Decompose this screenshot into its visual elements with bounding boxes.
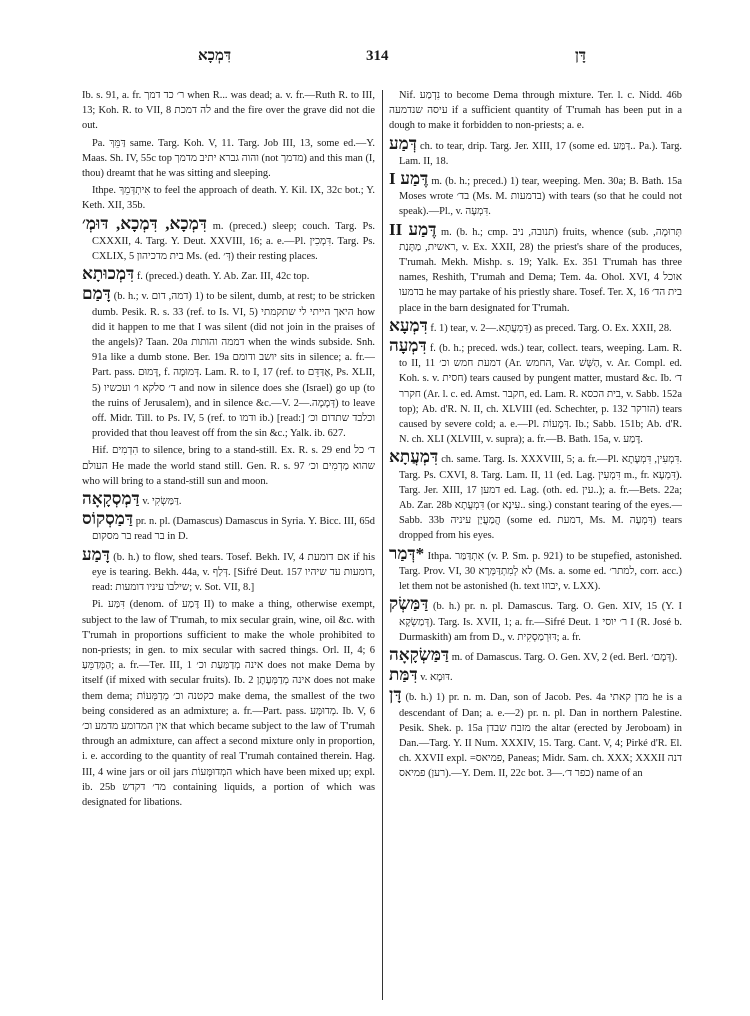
entry-text: pr. n. pl. (Damascus) Damascus in Syria. Y. Bicc. III, 65d בר מסקום read בר in D.	[92, 516, 375, 543]
entry-text: Pa. דַּמֵּךְ same. Targ. Koh. V, 11. Targ. Job III, 13, some ed.—Y. Maas. Sh. IV, 55c top והוה גברא יתיב מדמך (not מדמך) and this man (I, thou) dreamt that he was sitting and sleeping.	[82, 137, 375, 180]
entry-text: (b. h.; v. דמה, דום) 1) to be silent, dumb, at rest; to be stricken dumb. Pesik. R. s. 33 (ref. to Is. VI, 5) היאך הייתי לי שתקמתי how did it happen to me that I was silent (did not join in the praises of the angels)? Taan. 20a דממה והותות when the winds subside. Snh. 91a like a dumb stone. Ber. 19a יושב ודומם sits in silence; a. fr.—Part. pass. דָּמוּם, f. דְּמוּמָה. Lam. R. to I, 17 (ref. to אֶדַּדֵּם, Ps. XLII, 5) ד׳ סלקא ו׳ ועכשיו and now in silence does she (Israel) go up (to the ruins of Jerusalem), and in silence &c.—V. דְּמָמָה.—2) to leave off. Midr. Till. to Ps. IV, 5 (ref. to ודמו ib.) [read:] וכלבד שתדום וכ׳ provided that thou leavest off from the sin &c.; Yalk. ib. 627.	[92, 291, 375, 440]
dictionary-entry	[389, 315, 682, 336]
entry-headword: דִּמְעָא	[389, 315, 428, 335]
entry-headword: דַּמְסְקָאָה	[82, 489, 140, 509]
dictionary-entry	[389, 133, 682, 169]
entry-headword: דִּמְעֲתָא	[389, 447, 439, 467]
entry-text: Ib. s. 91, a. fr. ר׳ כד דמך when R... was dead; a. v. fr.—Ruth R. to III, 13; Koh. R. to VII, 8 לה דמכת and the fire over the grave did not die out.	[82, 90, 375, 132]
dictionary-entry	[389, 449, 682, 543]
entry-headword: דְּמַע	[389, 133, 417, 153]
dictionary-entry	[82, 491, 375, 509]
entry-headword: דִּמְכָא, דִּמְכָא, דּוּמְ׳	[82, 213, 207, 233]
dictionary-entry	[389, 543, 682, 595]
entry-headword: דַּמַסְקוֹס	[82, 509, 134, 529]
entry-text: m. of Damascus. Targ. O. Gen. XV, 2 (ed. Berl. דְּמָם׳).	[451, 651, 678, 663]
entry-headword: דָּן	[389, 685, 402, 705]
entry-headword: דַּמַּשְׂקָאָה	[389, 644, 450, 664]
entry-text: Pi. דִּמַּע (denom. of דֶּמַע II) to make a thing, otherwise exempt, subject to the law of T'rumah, to mix secular grain, wine, oil &c. with T'rumah in proportions sufficient to make the whole prohibited to non-priests; in gen. to mix secular with sacred things. Orl. II, 4; 6 הַמְּדַמֵּעַ; a. fr.—Ter. III, 1 אינה מְדַמַּעַת וכ׳ does not make Dema by itself (if mixed with secular fruits). Ib. 2 אינה מְדַמְּעָתָן does not make them dema; כקטנה וכ׳ מְדַמְּעוֹת make dema, the smallest of the two being considered as an admixture; a. fr.—Part. pass. מְדוּמָּע. Ib. V, 6 אין המדומע מדמע וכ׳ that which became subject to the law of T'rumah through an admixture, can affect a second mixture only in proportion, i. e. according to the quantity of real T'rumah contained therein. Hag. III, 4 wine jars or oil jars המְדוּמָּעוֹת which have been mixed up; expl. ib. 25b מד׳ דקדש containing liquids, a portion of which was designated for libations.	[82, 599, 375, 808]
dictionary-entry	[82, 511, 375, 544]
dictionary-entry	[82, 213, 375, 265]
running-head-left: דִּמְכָא	[198, 48, 232, 64]
entry-text: (b. h.) pr. n. pl. Damascus. Targ. O. Gen. XIV, 15 (Y. I דְּמַשְׂקָא). Targ. Is. XVII, 1; a. fr.—Sifré Deut. 1 ר׳ יוסי I (R. José b. Durmaskith) am from D., v. דּוּרְמַסְקִית; a. fr.	[399, 601, 682, 643]
entry-text: (b. h.) 1) pr. n. m. Dan, son of Jacob. Pes. 4a מדן קאתי he is a descendant of Dan; a. e.—2) pr. n. pl. Dan in northern Palestine. Pesik. Shek. p. 15a מזבח שבדן the altar (erected by Jeroboam) in Dan.—Targ. Y. II Num. XXXIV, 15. Targ. Cant. V, 4; Pirké d'R. El. ch. XXVII expl. =פמיאס, Paneas; Midr. Sam. ch. XXX; XXXII דנה (רען) פמיאס.—Y. Dem. II, 22c bot. כפר ד׳.—3) name of an	[399, 692, 682, 780]
dictionary-entry	[389, 219, 682, 316]
entry-text: m. (b. h.; cmp. תנובה, ניב) fruits, whence (sub. תְּרוּמָה, ראשית, מַתָּנַת, v. Ex. XXII, 28) the priest's share of the produces, T'rumah. Mekh. Mishp. s. 19; Yalk. Ex. 351 T'rumah has three names, Reshith, T'rumah and Dema; Tem. 4a. Ohol. XVI, 4 אוכל בדמעו he may partake of his priestly share. Tosef. Ter. X, 16 בית הד׳ place in the barn designated for T'rumah.	[399, 226, 682, 314]
left-column	[82, 88, 375, 1003]
entry-text: f. 1) tear, v. דִּמְעֲתָא.—2) as preced. Targ. O. Ex. XXII, 28.	[430, 322, 672, 334]
entry-text: v. דּוּמָא.	[420, 672, 453, 684]
page-number: 314	[366, 48, 389, 64]
entry-text: (b. h.) to flow, shed tears. Tosef. Bekh. IV, 4 אם דומעת if his eye is tearing. Bekh. 44a, v. דְּלַף. [Sifré Deut. 157 דומעות עד שיהיו, read: שילבו עיניו דומעות; v. Sot. VII, 8.]	[92, 551, 375, 594]
entry-headword: דָּמַע	[82, 544, 110, 564]
page-header	[88, 48, 668, 72]
dictionary-entry	[389, 88, 682, 134]
entry-headword: דִּמְכוּתָא	[82, 264, 135, 284]
entry-text: Ithpe. אִיתְדְּמֵךְ to feel the approach of death. Y. Kil. IX, 32c bot.; Y. Keth. XII, 35b.	[82, 185, 375, 212]
entry-headword: דֶּמַע I	[389, 169, 429, 189]
entry-text: ch. to tear, drip. Targ. Jer. XIII, 17 (some ed. דַּמַּע.. Pa.). Targ. Lam. II, 18.	[399, 140, 682, 167]
entry-headword: דִּמְעָה	[389, 336, 427, 356]
dictionary-entry	[389, 596, 682, 645]
entry-text: v. דַּמַּשְׂקִי.	[142, 496, 182, 508]
dictionary-entry	[82, 597, 375, 810]
entry-text: m. (b. h.; preced.) 1) tear, weeping. Men. 30a; B. Bath. 15a Moses wrote בד׳ (Ms. M. בדמעות) with tears (so that he could not speak).—Pl., v. דִּמְעָה.	[399, 176, 682, 218]
dictionary-entry	[389, 687, 682, 781]
entry-text: Ithpa. אִתְדַּמַּר (v. P. Sm. p. 921) to be stupefied, astonished. Targ. Prov. VI, 30 לא לְמִתְדַּמְּרָא (Ms. a. some ed. למתר׳, corr. acc.) let them not be astonished (h. text יבוזו, v. LXX).	[399, 550, 682, 593]
entry-text: m. (preced.) sleep; couch. Targ. Ps. CXXXII, 4. Targ. Y. Deut. XXVIII, 16; a. e.—Pl. דִּמְכִין. Targ. Ps. CXLIX, 5 בית מדכיהון Ms. (ed. דְּ׳) their resting places.	[92, 220, 375, 263]
dictionary-entry	[389, 338, 682, 447]
dictionary-entry	[82, 443, 375, 489]
entry-headword: דַּמַּשְׂק	[389, 594, 429, 614]
right-column	[389, 88, 682, 1003]
entry-text: ch. same. Targ. Is. XXXVIII, 5; a. fr.—Pl. דִּמְעִין, דִּמְעָתָא. Targ. Ps. CXVI, 8. Targ. Lam. II, 11 (ed. Lag. דִּמְעִין m., fr. דִּמְעָא). Targ. Jer. XIII, 17 דמען ed. Lag. (oth. ed. עין..); a. fr.—Bets. 22a; Ab. Zar. 28b דִּמְעֲתָא (or עִינָא.. sing.) constant tearing of the eyes.—Sabb. 33b הֲמַעֲיַן עיניה (some ed. דמעת, Ms. M. דִּמְעָה) tears dropped from his eyes.	[399, 454, 682, 542]
dictionary-entry	[389, 171, 682, 220]
entry-text: Hif. הִדְמִים to silence, bring to a stand-still. Ex. R. s. 29 end ד׳ כל העולם He made the world stand still. Gen. R. s. 97 שהוא מַדְמִים וכ׳ who will bring to a stand-still sun and moon.	[82, 445, 375, 487]
entry-text: Nif. נִדְמַע to become Dema through mixture. Ter. l. c. Nidd. 46b עיסה שנדמעה if a sufficient quantity of T'rumah has been put in a dough to make it forbidden to non-priests; a. e.	[389, 90, 682, 132]
entry-headword: *דְּמַר	[389, 543, 425, 563]
entry-text: f. (b. h.; preced. wds.) tear, collect. tears, weeping. Lam. R. to II, 11 דמעת חמש וכ׳ (Ar. החמש, Var. הַשָּׁשׁ, v. Ar. Compl. ed. Koh. s. v. חסית) tears caused by pungent matter, mustard &c. Ib. ד׳ חקרר (Ar. l. c. ed. Amst. חקבר, ed. Lam. R. בית הכסא, v. Sabb. 152a top); Ab. d'R. N. II, ch. XLVIII (ed. Schechter, p. 132 הזרקר) tears caused by severe cold; a. e.—Pl. דְּמָעוֹת. Ib.; Sabb. 151b; Ab. d'R. N. ch. XLI (XLVIII, v. supra); a. fr.—B. Bath. 15a, v. דֶּמַע.	[399, 343, 682, 446]
dictionary-entry	[82, 286, 375, 441]
dictionary-entry	[82, 266, 375, 284]
dictionary-entry	[389, 644, 682, 665]
dictionary-entry	[82, 183, 375, 213]
dictionary-entry	[389, 667, 682, 685]
dictionary-entry	[82, 136, 375, 182]
entry-text: f. (preced.) death. Y. Ab. Zar. III, 42c top.	[136, 271, 310, 283]
entry-headword: דָּמַם	[82, 284, 111, 304]
dictionary-entry	[82, 88, 375, 134]
dictionary-entry	[82, 544, 375, 596]
column-divider	[382, 90, 383, 1000]
entry-headword: דִּמַּת	[389, 665, 418, 685]
entry-headword: דֶּמַע II	[389, 219, 437, 239]
running-head-right: דָּן	[574, 48, 586, 64]
